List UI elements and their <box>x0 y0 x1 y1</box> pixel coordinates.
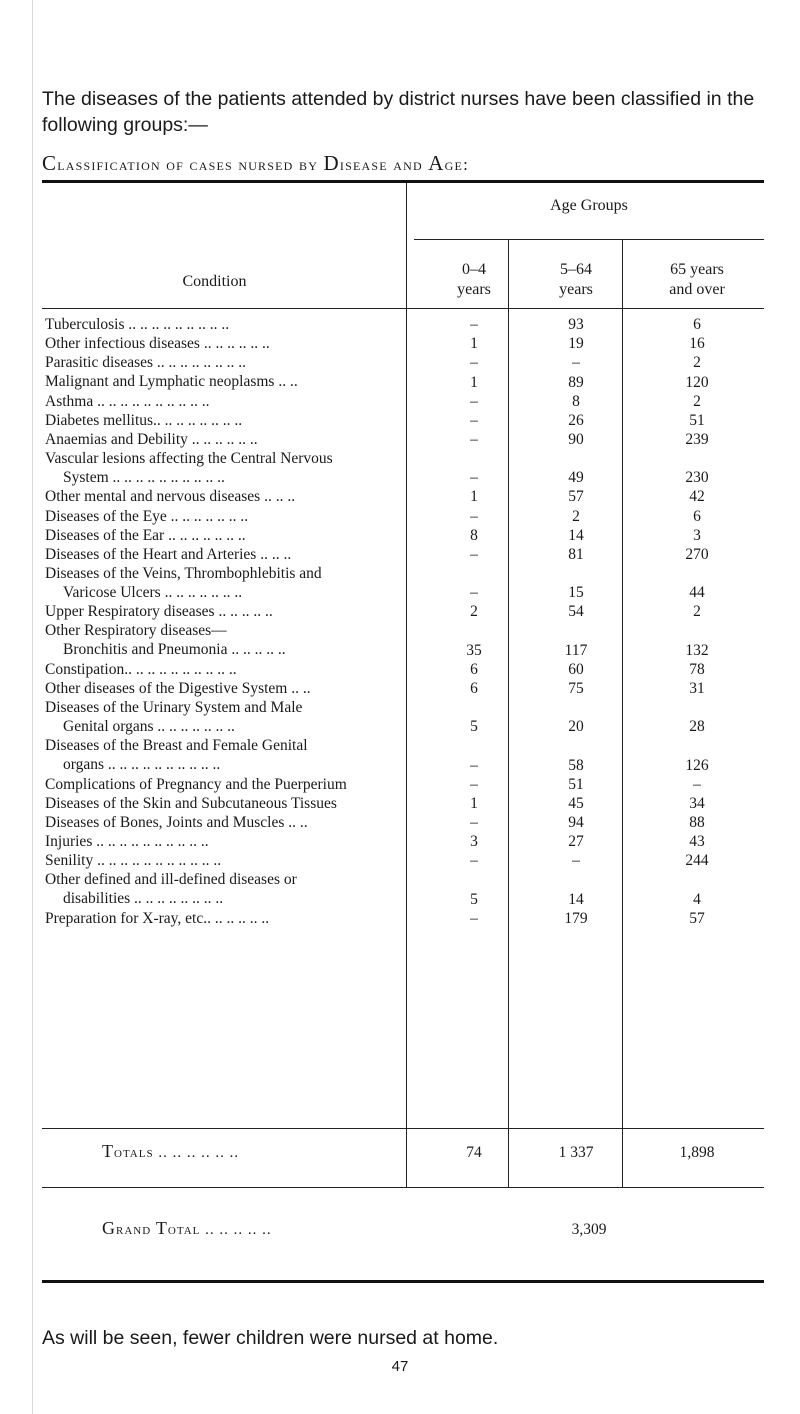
value-65-over: 6 <box>693 316 701 334</box>
value-65-over: 78 <box>689 660 705 678</box>
condition-text: Anaemias and Debility .. .. .. .. .. .. <box>45 430 258 448</box>
col-header-65-over: 65 years and over <box>669 261 725 298</box>
value-65-over: 126 <box>685 756 709 774</box>
value-5-64: 60 <box>568 660 584 678</box>
condition-cell <box>45 545 390 564</box>
value-5-64: 45 <box>568 794 584 812</box>
condition-cell <box>45 334 390 353</box>
value-65-over: 239 <box>685 431 709 449</box>
condition-cell <box>45 526 390 545</box>
condition-text: Other Respiratory diseases— <box>45 622 227 640</box>
condition-text: Asthma .. .. .. .. .. .. .. .. .. .. <box>45 392 210 410</box>
value-5-64: 51 <box>568 775 584 793</box>
value-0-4: 8 <box>470 526 478 544</box>
value-5-64: 26 <box>568 411 584 429</box>
value-0-4: – <box>470 431 478 449</box>
table-row <box>42 698 764 736</box>
condition-text: Diseases of the Breast and Female Genital <box>45 737 308 755</box>
value-5-64: – <box>572 354 580 372</box>
table-row <box>42 602 764 621</box>
condition-cell <box>45 430 390 449</box>
condition-text: Senility .. .. .. .. .. .. .. .. .. .. .. <box>45 852 222 870</box>
condition-header: Condition <box>182 273 247 290</box>
table-row <box>42 832 764 851</box>
value-5-64: 94 <box>568 814 584 832</box>
condition-cell <box>45 736 390 774</box>
value-5-64: 117 <box>564 641 588 659</box>
value-0-4: – <box>470 545 478 563</box>
value-0-4: 1 <box>470 794 478 812</box>
value-65-over: 2 <box>693 603 701 621</box>
value-0-4: – <box>470 814 478 832</box>
value-65-over: 34 <box>689 794 705 812</box>
value-0-4: – <box>470 852 478 870</box>
value-0-4: – <box>470 469 478 487</box>
table-top-rule <box>42 180 764 183</box>
condition-text: Diseases of the Skin and Subcutaneous Tissues <box>45 794 337 812</box>
value-0-4: 5 <box>470 718 478 736</box>
section-heading: Classification of cases nursed by Disease and Age: <box>42 151 469 175</box>
value-5-64: 14 <box>568 890 584 908</box>
grand-total-value: 3,309 <box>571 1221 607 1238</box>
table-row <box>42 621 764 659</box>
condition-text: Diseases of the Urinary System and Male <box>45 699 303 716</box>
value-5-64: 75 <box>568 679 584 697</box>
condition-cell <box>45 353 390 372</box>
intro-paragraph: The diseases of the patients attended by district nurses have been classified in the following groups:— <box>42 88 755 136</box>
value-5-64: 89 <box>568 373 584 391</box>
value-5-64: 19 <box>568 335 584 353</box>
table-row <box>42 660 764 679</box>
value-0-4: – <box>470 584 478 602</box>
condition-text: Vascular lesions affecting the Central Nervous <box>45 450 333 468</box>
condition-text: Complications of Pregnancy and the Puerperium <box>45 775 347 793</box>
condition-text: System .. .. .. .. .. .. .. .. .. .. <box>63 469 225 487</box>
table-row <box>42 909 764 928</box>
condition-cell <box>45 909 390 928</box>
totals-label: Totals .. .. .. .. .. .. <box>102 1141 240 1161</box>
condition-text: Diseases of the Eye .. .. .. .. .. .. .. <box>45 507 249 525</box>
value-5-64: 49 <box>568 469 584 487</box>
table-row <box>42 679 764 698</box>
condition-text: Injuries .. .. .. .. .. .. .. .. .. .. <box>45 833 209 851</box>
condition-cell <box>45 698 390 736</box>
condition-text: Bronchitis and Pneumonia .. .. .. .. .. <box>63 641 286 659</box>
grand-total-top-rule <box>42 1187 764 1188</box>
value-5-64: 179 <box>564 909 588 927</box>
table-row <box>42 851 764 870</box>
value-65-over: 2 <box>693 392 701 410</box>
value-5-64: 93 <box>568 316 584 334</box>
value-0-4: – <box>470 507 478 525</box>
value-65-over: 230 <box>685 469 709 487</box>
condition-cell <box>45 832 390 851</box>
value-5-64: 57 <box>568 488 584 506</box>
table-row <box>42 487 764 506</box>
value-0-4: – <box>470 775 478 793</box>
condition-text: Other infectious diseases .. .. .. .. .. .. <box>45 335 270 353</box>
condition-cell <box>45 621 390 659</box>
table-row <box>42 430 764 449</box>
condition-cell <box>45 487 390 506</box>
table-row <box>42 315 764 334</box>
totals-value-65-over: 1,898 <box>679 1144 715 1161</box>
totals-value-5-64: 1 337 <box>558 1144 594 1161</box>
table-row <box>42 334 764 353</box>
table-bottom-rule <box>42 1280 764 1283</box>
value-0-4: 6 <box>470 660 478 678</box>
value-5-64: 81 <box>568 545 584 563</box>
condition-text: Varicose Ulcers .. .. .. .. .. .. .. <box>63 583 243 601</box>
condition-cell <box>45 372 390 391</box>
value-0-4: 3 <box>470 833 478 851</box>
value-65-over: 57 <box>689 909 705 927</box>
condition-cell <box>45 775 390 794</box>
table-row <box>42 736 764 774</box>
value-5-64: 27 <box>568 833 584 851</box>
value-0-4: 6 <box>470 679 478 697</box>
table-row <box>42 411 764 430</box>
value-65-over: 16 <box>689 335 705 353</box>
age-groups-rule <box>414 239 764 240</box>
value-65-over: 51 <box>689 411 705 429</box>
value-0-4: 35 <box>466 641 482 659</box>
value-65-over: 3 <box>693 526 701 544</box>
value-65-over: 4 <box>693 890 701 908</box>
condition-text: Preparation for X-ray, etc.. .. .. .. .. .. <box>45 909 270 927</box>
condition-text: Parasitic diseases .. .. .. .. .. .. .. .. <box>45 354 247 372</box>
table-row <box>42 813 764 832</box>
value-65-over: 244 <box>685 852 709 870</box>
condition-cell <box>45 411 390 430</box>
value-5-64: – <box>572 852 580 870</box>
totals-top-rule <box>42 1128 764 1129</box>
value-0-4: 5 <box>470 890 478 908</box>
condition-cell <box>45 602 390 621</box>
totals-row <box>42 1142 764 1162</box>
condition-text: Diseases of Bones, Joints and Muscles .. .. <box>45 813 308 831</box>
value-0-4: 1 <box>470 373 478 391</box>
value-65-over: – <box>693 775 701 793</box>
condition-text: Other mental and nervous diseases .. .. .. <box>45 488 296 506</box>
value-5-64: 58 <box>568 756 584 774</box>
condition-cell <box>45 870 390 908</box>
condition-text: Other defined and ill-defined diseases or <box>45 871 297 889</box>
condition-text: Upper Respiratory diseases .. .. .. .. .. <box>45 603 273 621</box>
value-5-64: 8 <box>572 392 580 410</box>
col-header-0-4: 0–4 years <box>457 261 491 298</box>
table-row <box>42 353 764 372</box>
table-row <box>42 870 764 908</box>
condition-text: Tuberculosis .. .. .. .. .. .. .. .. .. <box>45 316 230 333</box>
condition-cell <box>45 851 390 870</box>
condition-cell <box>45 449 390 487</box>
condition-text: Other diseases of the Digestive System .. .. <box>45 679 311 697</box>
table-row <box>42 775 764 794</box>
condition-cell <box>45 507 390 526</box>
value-0-4: – <box>470 411 478 429</box>
value-0-4: – <box>470 756 478 774</box>
grand-total-label: Grand Total .. .. .. .. .. <box>102 1218 272 1238</box>
condition-text: Malignant and Lymphatic neoplasms .. .. <box>45 373 298 391</box>
page-edge-line <box>32 0 33 1414</box>
value-5-64: 90 <box>568 431 584 449</box>
condition-cell <box>45 392 390 411</box>
closing-remark: As will be seen, fewer children were nursed at home. <box>42 1327 499 1349</box>
age-groups-header: Age Groups <box>550 197 628 214</box>
value-65-over: 6 <box>693 507 701 525</box>
condition-cell <box>45 813 390 832</box>
condition-text: organs .. .. .. .. .. .. .. .. .. .. <box>63 756 221 774</box>
value-65-over: 28 <box>689 718 705 736</box>
value-0-4: – <box>470 354 478 372</box>
value-5-64: 20 <box>568 718 584 736</box>
value-65-over: 42 <box>689 488 705 506</box>
condition-text: Diseases of the Ear .. .. .. .. .. .. .. <box>45 526 246 544</box>
condition-text: Diseases of the Heart and Arteries .. .. .. <box>45 545 292 563</box>
condition-text: Constipation.. .. .. .. .. .. .. .. .. .. <box>45 660 237 678</box>
value-65-over: 44 <box>689 584 705 602</box>
value-65-over: 43 <box>689 833 705 851</box>
table-row <box>42 507 764 526</box>
table-row <box>42 526 764 545</box>
condition-cell <box>45 794 390 813</box>
condition-cell <box>45 564 390 602</box>
value-65-over: 2 <box>693 354 701 372</box>
value-5-64: 54 <box>568 603 584 621</box>
value-5-64: 14 <box>568 526 584 544</box>
header-bottom-rule <box>42 308 764 309</box>
table-row <box>42 545 764 564</box>
value-0-4: – <box>470 392 478 410</box>
condition-text: Diabetes mellitus.. .. .. .. .. .. .. .. <box>45 411 243 429</box>
page-number: 47 <box>391 1358 409 1375</box>
table-row <box>42 794 764 813</box>
value-0-4: 2 <box>470 603 478 621</box>
totals-value-0-4: 74 <box>466 1144 482 1161</box>
table-row <box>42 449 764 487</box>
grand-total-row <box>42 1219 764 1239</box>
value-0-4: 1 <box>470 488 478 506</box>
value-0-4: – <box>470 909 478 927</box>
condition-text: Genital organs .. .. .. .. .. .. .. <box>63 718 235 735</box>
value-0-4: – <box>470 316 478 334</box>
table-row <box>42 372 764 391</box>
table-row <box>42 564 764 602</box>
value-5-64: 15 <box>568 584 584 602</box>
condition-text: disabilities .. .. .. .. .. .. .. .. <box>63 890 224 908</box>
value-65-over: 31 <box>689 679 705 697</box>
classification-table <box>42 180 764 1308</box>
value-65-over: 270 <box>685 545 709 563</box>
value-5-64: 2 <box>572 507 580 525</box>
condition-text: Diseases of the Veins, Thrombophlebitis and <box>45 564 322 582</box>
condition-cell <box>45 660 390 679</box>
value-0-4: 1 <box>470 335 478 353</box>
value-65-over: 88 <box>689 814 705 832</box>
condition-cell <box>45 315 390 334</box>
col-header-5-64: 5–64 years <box>559 261 593 298</box>
value-65-over: 132 <box>685 641 709 659</box>
condition-cell <box>45 679 390 698</box>
table-row <box>42 392 764 411</box>
value-65-over: 120 <box>685 373 709 391</box>
